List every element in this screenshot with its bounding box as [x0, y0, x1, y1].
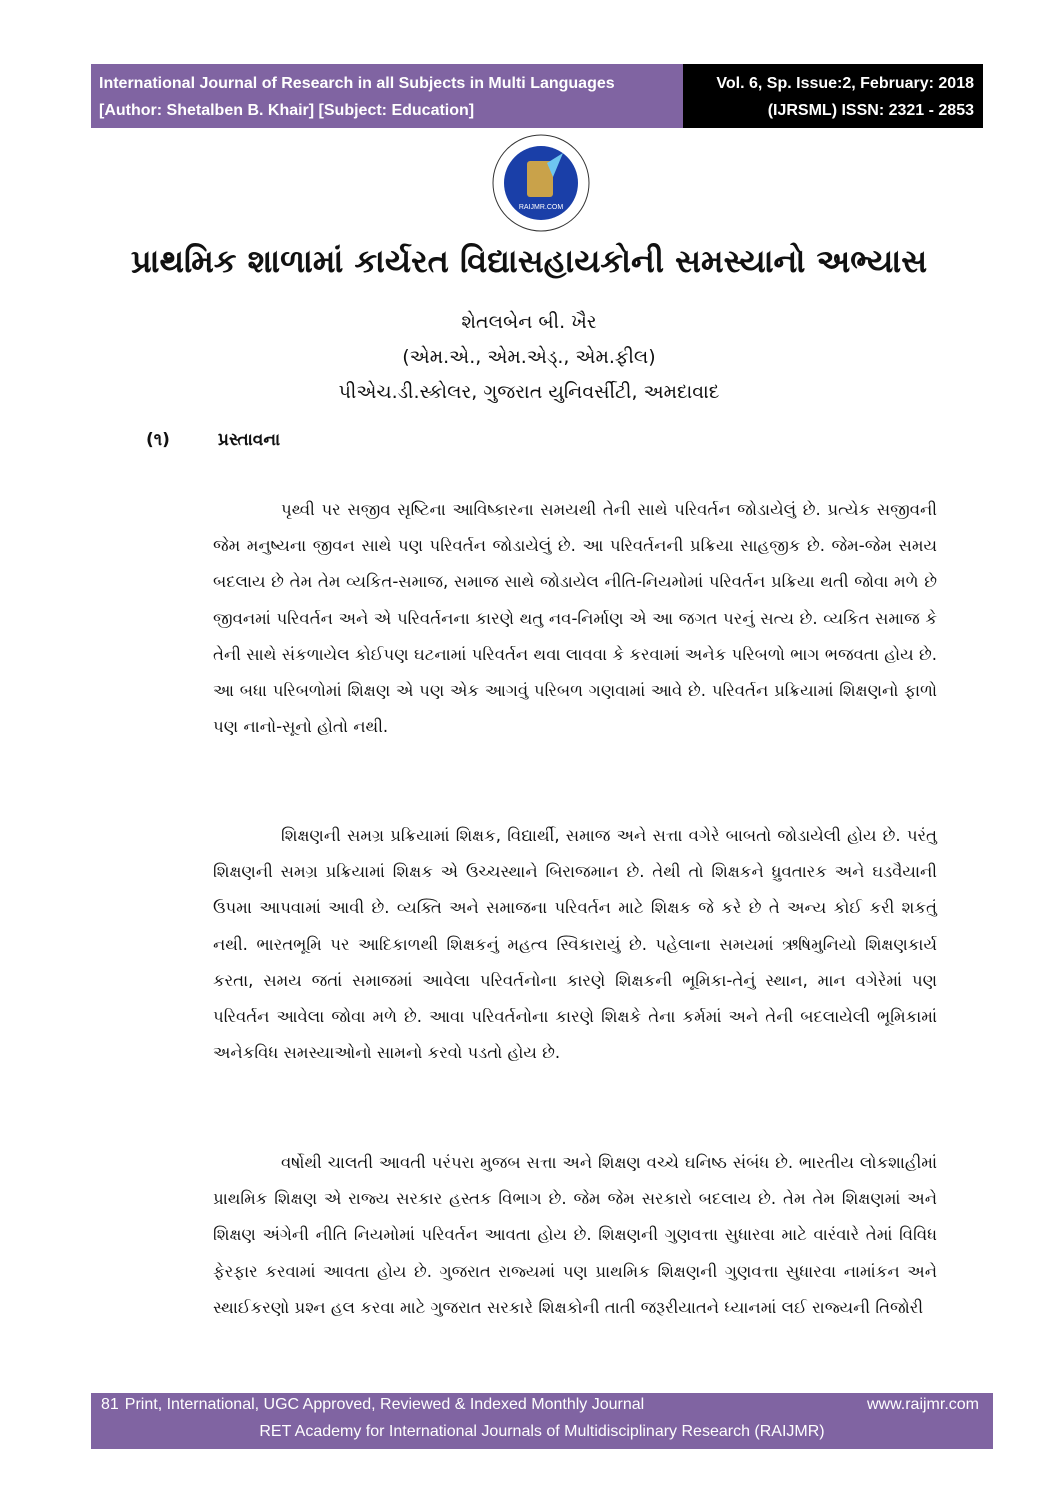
author-affiliation: પીએચ.ડી.સ્કોલર, ગુજરાત યુનિવર્સીટી, અમદાવાદ — [338, 381, 720, 403]
footer-journal-info: Print, International, UGC Approved, Reviewed & Indexed Monthly Journal — [124, 1396, 645, 1413]
svg-text:RAIJMR.COM: RAIJMR.COM — [518, 204, 564, 211]
author-block — [0, 305, 1058, 410]
journal-header — [91, 64, 683, 128]
author-subject: [Author: Shetalben B. Khair] [Subject: Education] — [99, 102, 475, 119]
section-number: (૧) — [146, 430, 170, 450]
website-link[interactable]: www.raijmr.com — [866, 1396, 979, 1413]
article-title: પ્રાથમિક શાળામાં કાર્યરત વિદ્યાસહાયકોની સમસ્યાનો અભ્યાસ — [130, 242, 928, 280]
footer-publisher: RET Academy for International Journals of Multidisciplinary Research (RAIJMR) — [259, 1423, 825, 1440]
issue-header — [683, 64, 983, 128]
author-degrees: (એમ.એ., એમ.એડ્., એમ.ફીલ) — [402, 346, 656, 368]
section-title: પ્રસ્તાવના — [217, 430, 281, 450]
paragraph: વર્ષોથી ચાલતી આવતી પરંપરા મુજબ સત્તા અને શિક્ષણ વચ્ચે ઘનિષ્ઠ સંબંધ છે. ભારતીય લોકશાહીમાં પ્રાથમિક શિક્ષણ એ રાજ્ય સરકાર હસ્તક વિભાગ છે. જેમ જેમ સરકારો બદલાય છે. તેમ તેમ શિક્ષણમાં અને શિક્ષણ અંગેની નીતિ નિયમોમાં પરિવર્તન આવતા હોય છે. શિક્ષણની ગુણવત્તા સુધારવા માટે વારંવારે તેમાં વિવિધ ફેરફાર કરવામાં આવતા હોય છે. ગુજરાત રાજ્યમાં પણ પ્રાથમિક શિક્ષણની ગુણવત્તા સુધારવા નામાંકન અને સ્થાઈકરણો પ્રશ્ન હલ કરવા માટે ગુજરાત સરકારે શિક્ષકોની તાતી જરૂરીયાતને ધ્યાનમાં લઈ રાજ્યની તિજોરી — [213, 1153, 937, 1317]
issn-info: (IJRSML) ISSN: 2321 - 2853 — [767, 102, 974, 119]
page-footer — [91, 1393, 993, 1449]
paragraph: શિક્ષણની સમગ્ર પ્રક્રિયામાં શિક્ષક, વિદ્યાર્થી, સમાજ અને સત્તા વગેરે બાબતો જોડાયેલી હોય છે. પરંતુ શિક્ષણની સમગ્ર પ્રક્રિયામાં શિક્ષક એ ઉચ્ચસ્થાને બિરાજમાન છે. તેથી તો શિક્ષકને ધ્રુવતારક અને ઘડવૈયાની ઉપમા આપવામાં આવી છે. વ્યક્તિ અને સમાજના પરિવર્તન માટે શિક્ષક જે કરે છે તે અન્ય કોઈ કરી શકતું નથી. ભારતભૂમિ પર આદિકાળથી શિક્ષકનું મહત્વ સ્વિકારાયું છે. પહેલાના સમયમાં ઋષિમુનિયો શિક્ષણકાર્ય કરતા, સમય જતાં સમાજમાં આવેલા પરિવર્તનોના કારણે શિક્ષકની ભૂમિકા-તેનું સ્થાન, માન વગેરેમાં પણ પરિવર્તન આવેલા જોવા મળે છે. આવા પરિવર્તનોના કારણે શિક્ષકે તેના કર્મમાં અને તેની બદલાયેલી ભૂમિકામાં અનેકવિધ સમસ્યાઓનો સામનો કરવો પડતો હોય છે. — [213, 826, 937, 1063]
volume-info: Vol. 6, Sp. Issue:2, February: 2018 — [716, 75, 974, 92]
page-number: 81 — [101, 1396, 119, 1413]
author-name: શેતલબેન બી. ખૈર — [461, 311, 597, 333]
journal-name: International Journal of Research in all Subjects in Multi Languages — [99, 75, 615, 92]
paragraph: પૃથ્વી પર સજીવ સૃષ્ટિના આવિષ્કારના સમયથી તેની સાથે પરિવર્તન જોડાયેલું છે. પ્રત્યેક સજીવની જેમ મનુષ્યના જીવન સાથે પણ પરિવર્તન જોડાયેલું છે. આ પરિવર્તનની પ્રક્રિયા સાહજીક છે. જેમ-જેમ સમય બદલાય છે તેમ તેમ વ્યકિત-સમાજ, સમાજ સાથે જોડાયેલ નીતિ-નિયમોમાં પરિવર્તન પ્રક્રિયા થતી જોવા મળે છે જીવનમાં પરિવર્તન અને એ પરિવર્તનના કારણે થતુ નવ-નિર્માણ એ આ જગત પરનું સત્ય છે. વ્યકિત સમાજ કે તેની સાથે સંકળાયેલ કોઈપણ ઘટનામાં પરિવર્તન થવા લાવવા કે કરવામાં અનેક પરિબળો ભાગ ભજવતા હોય છે. આ બધા પરિબળોમાં શિક્ષણ એ પણ એક આગવું પરિબળ ગણવામાં આવે છે. પરિવર્તન પ્રક્રિયામાં શિક્ષણનો ફાળો પણ નાનો-સૂનો હોતો નથી. — [213, 500, 937, 737]
section-heading — [146, 430, 280, 450]
journal-logo — [487, 133, 595, 233]
